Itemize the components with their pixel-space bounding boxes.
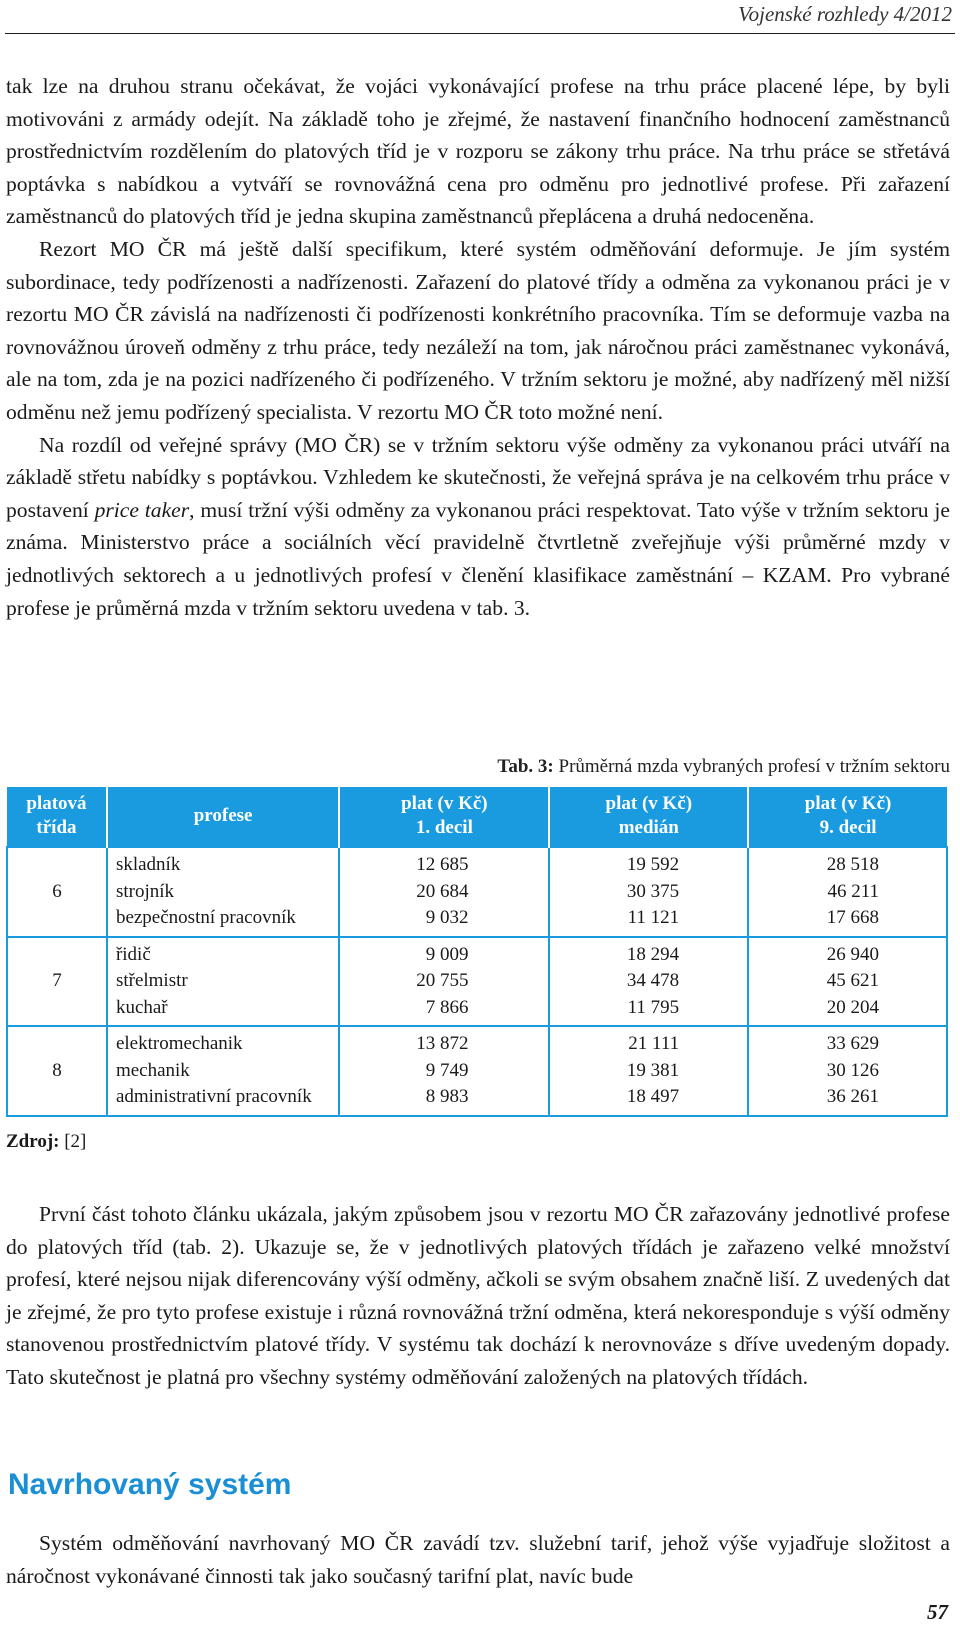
table-row bbox=[7, 847, 947, 937]
median-value: 11 795 bbox=[627, 996, 680, 1018]
decil1-cell bbox=[339, 1026, 549, 1116]
header-rule bbox=[5, 33, 955, 34]
profession-cell bbox=[107, 937, 339, 1027]
journal-header: Vojenské rozhledy 4/2012 bbox=[738, 2, 952, 26]
paragraph-5: Systém odměňování navrhovaný MO ČR zavádí tzv. služební tarif, jehož výše vyjadřuje složitost a náročnost vykonávané činnosti tak jako současný tarifní plat, navíc bude bbox=[6, 1531, 950, 1588]
class-cell: 6 bbox=[7, 847, 107, 937]
header-class-line1: platová bbox=[26, 793, 87, 814]
paragraph-4: První část tohoto článku ukázala, jakým způsobem jsou v rezortu MO ČR zařazovány jednotlivé profese do platových tříd (tab. 2). Ukazuje se, že v jednotlivých platových třídách je zařazeno velké množství profesí, které nejsou nijak diferencovány výší odměny, ačkoli se svým obsahem značně liší. Z uvedených dat je zřejmé, že pro tyto profese existuje i různá rovnovážná tržní odměna, která nekoresponduje s výší odměny stanovenou prostřednictvím platové třídy. V systému tak dochází k nerovnováze s dříve uvedeným dopady. Tato skutečnost je platná pro všechny systémy odměňování založených na platových třídách. bbox=[6, 1202, 950, 1389]
profession-name: skladník bbox=[115, 854, 181, 875]
price-taker-term: price taker bbox=[94, 497, 190, 522]
paragraph-3-part-b: , musí tržní výši odměny za vykonanou práci respektovat. Tato výše v tržním sektoru je známa. Ministerstvo práce a sociálních věcí pravidelně čtvrtletně zveřejňuje výši průměrné mzdy v jednotlivých sektorech a u jednotlivých profesí v členění klasifikace zaměstnání – KZAM. Pro vybrané profese je průměrná mzda v tržním sektoru uvedena v tab. 3. bbox=[6, 497, 950, 620]
decil9-value: 30 126 bbox=[826, 1059, 879, 1081]
median-value: 11 121 bbox=[627, 907, 680, 928]
median-cell bbox=[549, 1026, 748, 1116]
profession-name: mechanik bbox=[115, 1059, 190, 1081]
median-cell bbox=[549, 937, 748, 1027]
body-text-top bbox=[6, 70, 950, 624]
profession-name: řidič bbox=[115, 943, 151, 965]
decil9-cell bbox=[748, 937, 947, 1027]
profession-name: bezpečnostní pracovník bbox=[115, 907, 296, 928]
source-text: [2] bbox=[59, 1131, 87, 1152]
header-profession: profese bbox=[107, 787, 339, 847]
table-row bbox=[7, 937, 947, 1027]
decil9-value: 46 211 bbox=[827, 880, 879, 902]
paragraph-1: tak lze na druhou stranu očekávat, že vojáci vykonávající profese na trhu práce placené lépe, by byli motivováni z armády odejít. Na základě toho je zřejmé, že nastavení finančního hodnocení zaměstnanců prostřednictvím rozdělením do platových tříd je v rozporu se zákony trhu práce. Na trhu práce se střetává poptávka s nabídkou a vytváří se rovnovážná cena pro odměnu pro jednotlivé profese. Při zařazení zaměstnanců do platových tříd je jedna skupina zaměstnanců přeplácena a druhá nedoceněna. bbox=[6, 74, 950, 229]
decil9-value: 26 940 bbox=[826, 943, 879, 965]
salary-table bbox=[6, 787, 948, 1117]
decil1-cell bbox=[339, 847, 549, 937]
median-value: 30 375 bbox=[626, 880, 680, 902]
decil9-cell bbox=[748, 1026, 947, 1116]
median-value: 18 497 bbox=[626, 1086, 680, 1107]
median-value: 19 592 bbox=[626, 854, 680, 875]
profession-name: střelmistr bbox=[115, 970, 188, 991]
header-decil9-line2: 9. decil bbox=[819, 817, 877, 838]
median-value: 21 111 bbox=[628, 1033, 680, 1054]
decil1-value: 13 872 bbox=[416, 1033, 469, 1054]
table-caption-text: Průměrná mzda vybraných profesí v tržním sektoru bbox=[553, 756, 950, 777]
median-cell bbox=[549, 847, 748, 937]
decil1-value: 7 866 bbox=[425, 996, 469, 1018]
header-median-line2: medián bbox=[618, 817, 679, 838]
decil1-value: 9 032 bbox=[425, 907, 469, 928]
decil1-value: 12 685 bbox=[416, 854, 469, 875]
median-value: 19 381 bbox=[626, 1059, 680, 1081]
decil1-value: 9 009 bbox=[425, 943, 469, 965]
decil9-value: 20 204 bbox=[826, 996, 879, 1018]
header-class bbox=[7, 787, 107, 847]
decil9-value: 33 629 bbox=[826, 1033, 879, 1054]
body-text-final bbox=[6, 1527, 950, 1592]
header-decil9 bbox=[748, 787, 947, 847]
table-source bbox=[6, 1131, 86, 1153]
header-decil1 bbox=[339, 787, 549, 847]
page-number: 57 bbox=[927, 1600, 948, 1624]
decil9-value: 45 621 bbox=[826, 970, 879, 991]
header-class-line2: třída bbox=[36, 817, 77, 838]
table-caption-label: Tab. 3: bbox=[497, 756, 554, 777]
table-row bbox=[7, 1026, 947, 1116]
header-median-line1: plat (v Kč) bbox=[605, 793, 693, 814]
decil1-cell bbox=[339, 937, 549, 1027]
header-decil1-line2: 1. decil bbox=[415, 817, 473, 838]
table-header-row bbox=[7, 787, 947, 847]
class-cell: 7 bbox=[7, 937, 107, 1027]
decil9-value: 17 668 bbox=[826, 907, 879, 928]
median-value: 34 478 bbox=[626, 970, 680, 991]
profession-name: elektromechanik bbox=[115, 1033, 243, 1054]
header-median bbox=[549, 787, 748, 847]
section-heading: Navrhovaný systém bbox=[8, 1468, 292, 1501]
header-decil9-line1: plat (v Kč) bbox=[804, 793, 892, 814]
decil1-value: 9 749 bbox=[425, 1059, 469, 1081]
paragraph-3 bbox=[6, 429, 950, 625]
class-cell: 8 bbox=[7, 1026, 107, 1116]
source-label: Zdroj: bbox=[6, 1131, 60, 1152]
profession-name: kuchař bbox=[115, 996, 168, 1018]
profession-name: strojník bbox=[115, 880, 174, 902]
paragraph-2: Rezort MO ČR má ještě další specifikum, které systém odměňování deformuje. Je jím systém subordinace, tedy podřízenosti a nadřízenosti. Zařazení do platové třídy a odměna za vykonanou práci je v rezortu MO ČR závislá na nadřízenosti či podřízenosti konkrétního pracovníka. Tím se deformuje vazba na rovnovážnou úroveň odměny z trhu práce, tedy nezáleží na tom, jak náročnou práci zaměstnanec vykonává, ale na tom, zda je na pozici nadřízeného či podřízeného. V tržním sektoru je možné, aby nadřízený měl nižší odměnu než jemu podřízený specialista. V rezortu MO ČR toto možné není. bbox=[6, 236, 950, 424]
decil9-value: 36 261 bbox=[826, 1086, 879, 1107]
body-text-bottom bbox=[6, 1198, 950, 1394]
decil1-value: 8 983 bbox=[425, 1086, 469, 1107]
paragraph-3-part-a: Na rozdíl od veřejné správy (MO ČR) se v tržním sektoru výše odměny za vykonanou práci utváří na základě střetu nabídky s poptávkou. Vzhledem ke skutečnosti, že veřejná správa je na celkovém trhu práce v postavení bbox=[6, 432, 950, 522]
decil9-cell bbox=[748, 847, 947, 937]
profession-cell bbox=[107, 1026, 339, 1116]
header-decil1-line1: plat (v Kč) bbox=[401, 793, 488, 814]
table-caption bbox=[497, 756, 950, 778]
profession-name: administrativní pracovník bbox=[115, 1086, 312, 1107]
median-value: 18 294 bbox=[626, 943, 680, 965]
decil9-value: 28 518 bbox=[826, 854, 879, 875]
decil1-value: 20 755 bbox=[416, 970, 469, 991]
decil1-value: 20 684 bbox=[416, 880, 469, 902]
profession-cell bbox=[107, 847, 339, 937]
